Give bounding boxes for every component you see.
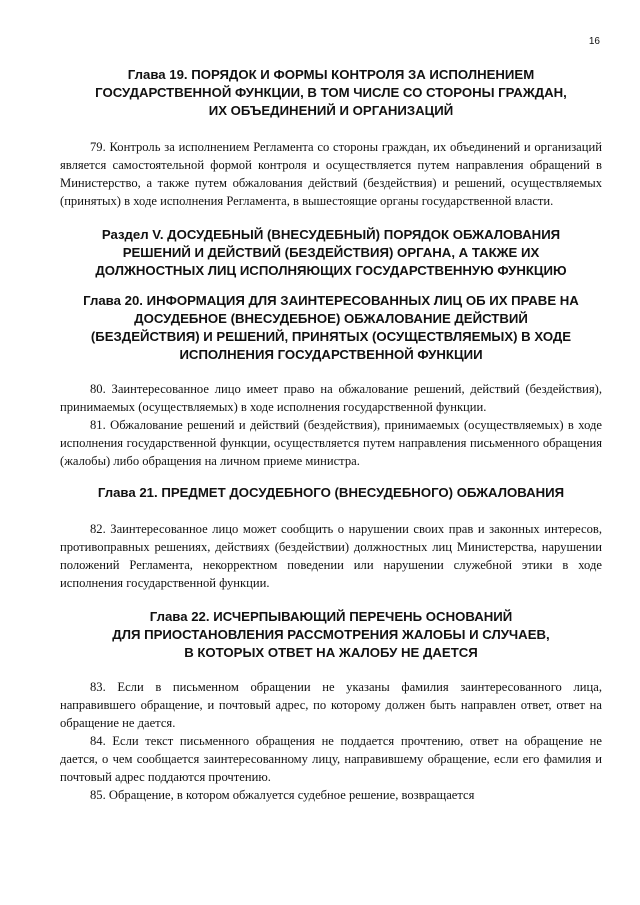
- heading-line: ДОЛЖНОСТНЫХ ЛИЦ ИСПОЛНЯЮЩИХ ГОСУДАРСТВЕННУЮ ФУНКЦИЮ: [95, 263, 567, 278]
- paragraph-85: 85. Обращение, в котором обжалуется судебное решение, возвращается: [90, 788, 475, 802]
- heading-line: ГОСУДАРСТВЕННОЙ ФУНКЦИИ, В ТОМ ЧИСЛЕ СО СТОРОНЫ ГРАЖДАН,: [95, 85, 567, 100]
- heading-line: Глава 19. ПОРЯДОК И ФОРМЫ КОНТРОЛЯ ЗА ИСПОЛНЕНИЕМ: [127, 67, 535, 82]
- heading-line: Глава 21. ПРЕДМЕТ ДОСУДЕБНОГО (ВНЕСУДЕБНОГО) ОБЖАЛОВАНИЯ: [97, 485, 565, 500]
- heading-line: В КОТОРЫХ ОТВЕТ НА ЖАЛОБУ НЕ ДАЕТСЯ: [184, 645, 478, 660]
- heading-line: Раздел V. ДОСУДЕБНЫЙ (ВНЕСУДЕБНЫЙ) ПОРЯДОК ОБЖАЛОВАНИЯ: [101, 227, 561, 242]
- paragraph-81: 81. Обжалование решений и действий (бездействия), принимаемых (осуществляемых) в ходе исполнения государственной функции, осуществляется путем направления письменного обращения (жалобы) либо обращения на личном приеме министра.: [60, 418, 602, 468]
- paragraph-84: 84. Если текст письменного обращения не поддается прочтению, ответ на обращение не дается, о чем сообщается заинтересованному лицу, направившему обращение, если его фамилия и почтовый адрес поддаются прочтению.: [60, 734, 602, 784]
- chapter-22-heading: [60, 608, 602, 662]
- chapter-20-heading: [60, 292, 602, 364]
- paragraph-80: 80. Заинтересованное лицо имеет право на обжалование решений, действий (бездействия), принимаемых (осуществляемых) в ходе исполнения государственной функции.: [60, 382, 602, 414]
- chapter-19-heading: [60, 66, 602, 120]
- section-5-heading: [60, 226, 602, 280]
- heading-line: ИХ ОБЪЕДИНЕНИЙ И ОРГАНИЗАЦИЙ: [208, 103, 454, 118]
- paragraph-79: 79. Контроль за исполнением Регламента со стороны граждан, их объединений и организаций является самостоятельной формой контроля и осуществляется путем направления обращений в Министерство, а также путем обжалования действий (бездействия) и решений, осуществляемых (принятых) в ходе исполнения Регламента, в вышестоящие органы государственной власти.: [60, 140, 602, 208]
- paragraph-83: 83. Если в письменном обращении не указаны фамилия заинтересованного лица, направившего обращение, и почтовый адрес, по которому должен быть направлен ответ, ответ на обращение не дается.: [60, 680, 602, 730]
- paragraph-82: 82. Заинтересованное лицо может сообщить о нарушении своих прав и законных интересов, противоправных решениях, действиях (бездействии) должностных лиц Министерства, нарушении положений Регламента, некорректном поведении или нарушении служебной этики в ходе исполнения государственной функции.: [60, 522, 602, 590]
- heading-line: ИСПОЛНЕНИЯ ГОСУДАРСТВЕННОЙ ФУНКЦИИ: [179, 347, 483, 362]
- heading-line: (БЕЗДЕЙСТВИЯ) И РЕШЕНИЙ, ПРИНЯТЫХ (ОСУЩЕСТВЛЯЕМЫХ) В ХОДЕ: [90, 329, 572, 344]
- document-body: [60, 66, 602, 804]
- heading-line: ДОСУДЕБНОЕ (ВНЕСУДЕБНОЕ) ОБЖАЛОВАНИЕ ДЕЙСТВИЙ: [134, 311, 528, 326]
- chapter-21-heading: [60, 484, 602, 502]
- page-number: 16: [588, 36, 600, 47]
- heading-line: РЕШЕНИЙ И ДЕЙСТВИЙ (БЕЗДЕЙСТВИЯ) ОРГАНА, А ТАКЖЕ ИХ: [122, 245, 540, 260]
- heading-line: Глава 20. ИНФОРМАЦИЯ ДЛЯ ЗАИНТЕРЕСОВАННЫХ ЛИЦ ОБ ИХ ПРАВЕ НА: [83, 293, 579, 308]
- heading-line: ДЛЯ ПРИОСТАНОВЛЕНИЯ РАССМОТРЕНИЯ ЖАЛОБЫ И СЛУЧАЕВ,: [112, 627, 550, 642]
- heading-line: Глава 22. ИСЧЕРПЫВАЮЩИЙ ПЕРЕЧЕНЬ ОСНОВАНИЙ: [149, 609, 513, 624]
